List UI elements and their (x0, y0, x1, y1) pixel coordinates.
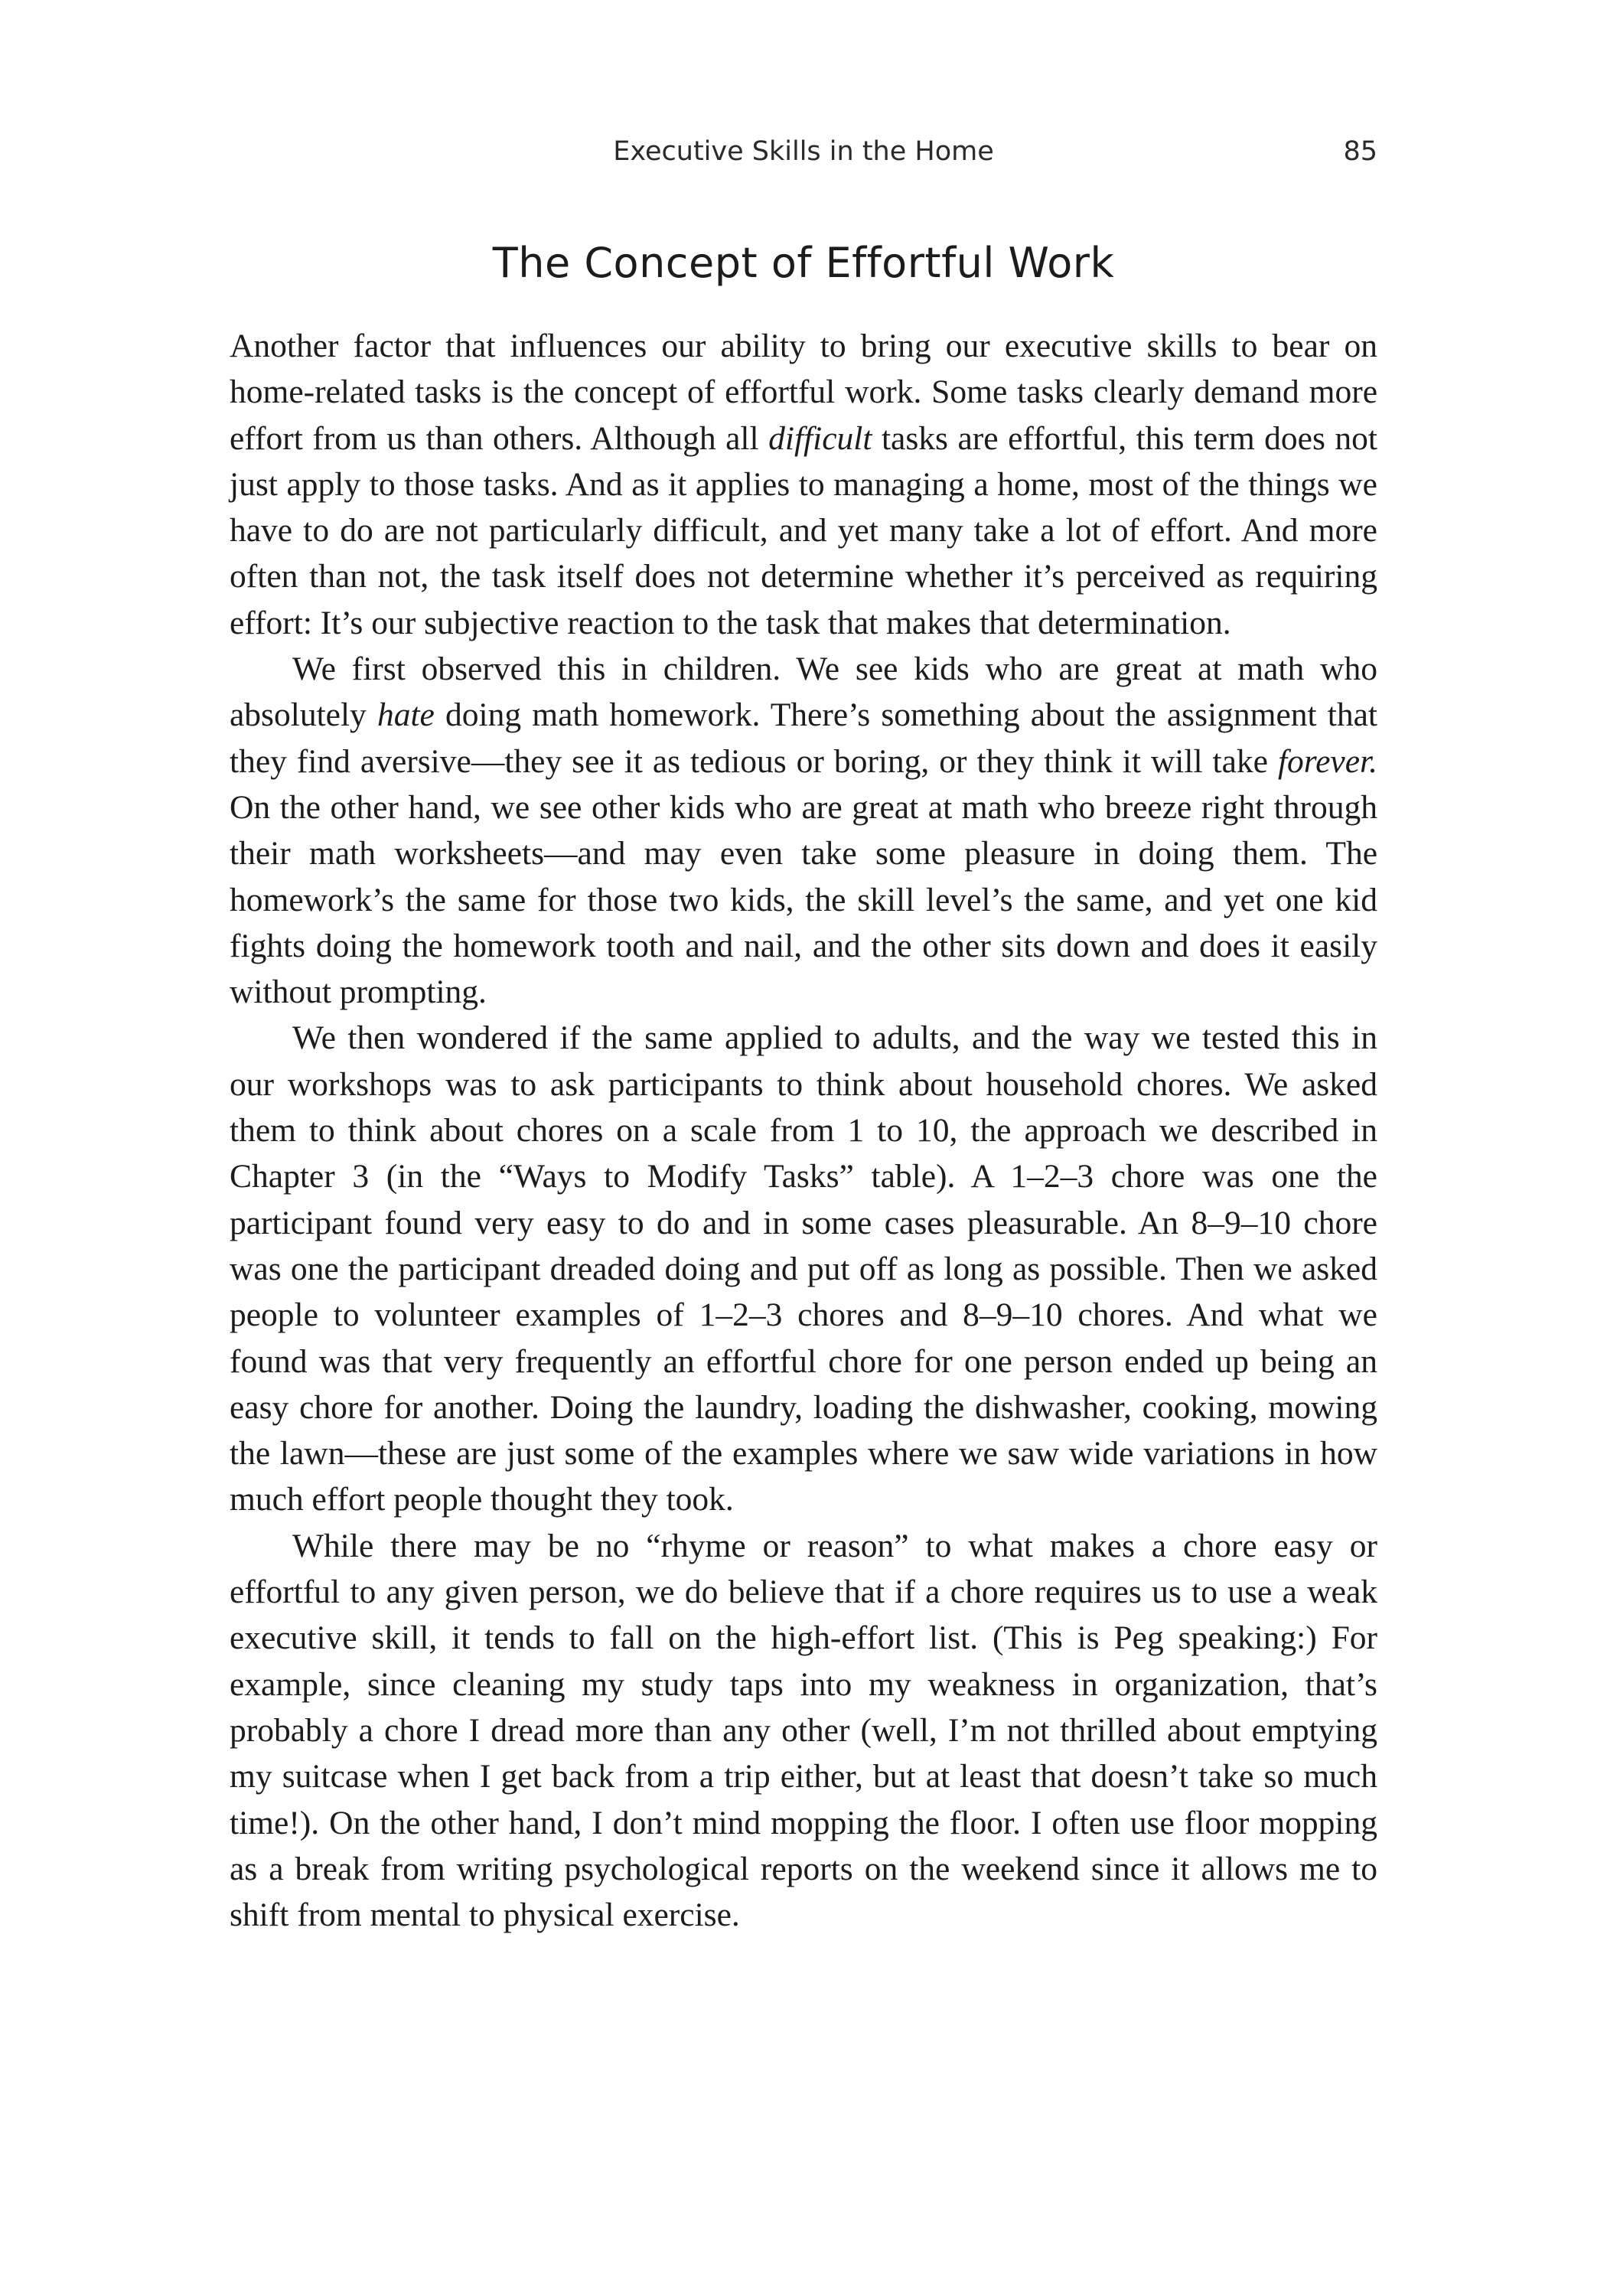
emphasized-text: hate (376, 696, 435, 734)
section-heading: The Concept of Effortful Work (492, 239, 1115, 287)
paragraph (230, 646, 1377, 1015)
page-number: 85 (1343, 136, 1377, 167)
emphasized-text: difficult (768, 419, 872, 457)
paragraph (230, 323, 1377, 646)
emphasized-text: forever. (1277, 742, 1377, 780)
paragraph-text: While there may be no “rhyme or reason” to what makes a chore easy or effortful to any given person, we do believe that if a chore requires us to use a weak executive skill, it tends to fall on the high-effort list. (This is Peg speaking:) For example, since cleaning my study taps into my weakness in organization, that’s probably a chore I dread more than any other (well, I’m not thrilled about emptying my suitcase when I get back from a trip either, but at least that doesn’t take so much time!). On the other hand, I don’t mind mopping the floor. I often use floor mopping as a break from writing psychological reports on the weekend since it allows me to shift from mental to physical exercise. (230, 1527, 1377, 1934)
paragraph (230, 1523, 1377, 1939)
paragraph (230, 1015, 1377, 1522)
paragraph-text: doing math homework. There’s something about the assignment that they find aversive—they see it as tedious or boring, or they think it will take (230, 696, 1377, 780)
paragraph-text: tasks are effortful, this term does not just apply to those tasks. And as it applies to managing a home, most of the things we have to do are not particularly difficult, and yet many take a lot of effort. And more often than not, the task itself does not determine whether it’s perceived as requiring effort: It’s our subjective reaction to the task that makes that determination. (230, 419, 1377, 641)
paragraph-text: We then wondered if the same applied to adults, and the way we tested this in our workshops was to ask participants to think about household chores. We asked them to think about chores on a scale from 1 to 10, the approach we described in Chapter 3 (in the “Ways to Modify Tasks” table). A 1–2–3 chore was one the participant found very easy to do and in some cases pleasurable. An 8–9–10 chore was one the participant dreaded doing and put off as long as possible. Then we asked people to volunteer examples of 1–2–3 chores and 8–9–10 chores. And what we found was that very frequently an effortful chore for one person ended up being an easy chore for another. Doing the laundry, loading the dishwasher, cooking, mowing the lawn—these are just some of the examples where we saw wide variations in how much effort people thought they took. (230, 1019, 1377, 1518)
running-head-title: Executive Skills in the Home (613, 136, 994, 167)
body-text (230, 323, 1377, 1938)
paragraph-text: We first observed this in children. We see kids who are great at math who absolutely (230, 651, 1377, 734)
running-head (0, 136, 1607, 174)
paragraph-text: On the other hand, we see other kids who are great at math who breeze right through their math worksheets—and may even take some pleasure in doing them. The homework’s the same for those two kids, the skill level’s the same, and yet one kid fights doing the homework tooth and nail, and the other sits down and does it easily without prompting. (230, 788, 1377, 1011)
paragraph-text: Another factor that influences our ability to bring our executive skills to bear on home-related tasks is the concept of effortful work. Some tasks clearly demand more effort from us than others. Although all (230, 328, 1377, 457)
